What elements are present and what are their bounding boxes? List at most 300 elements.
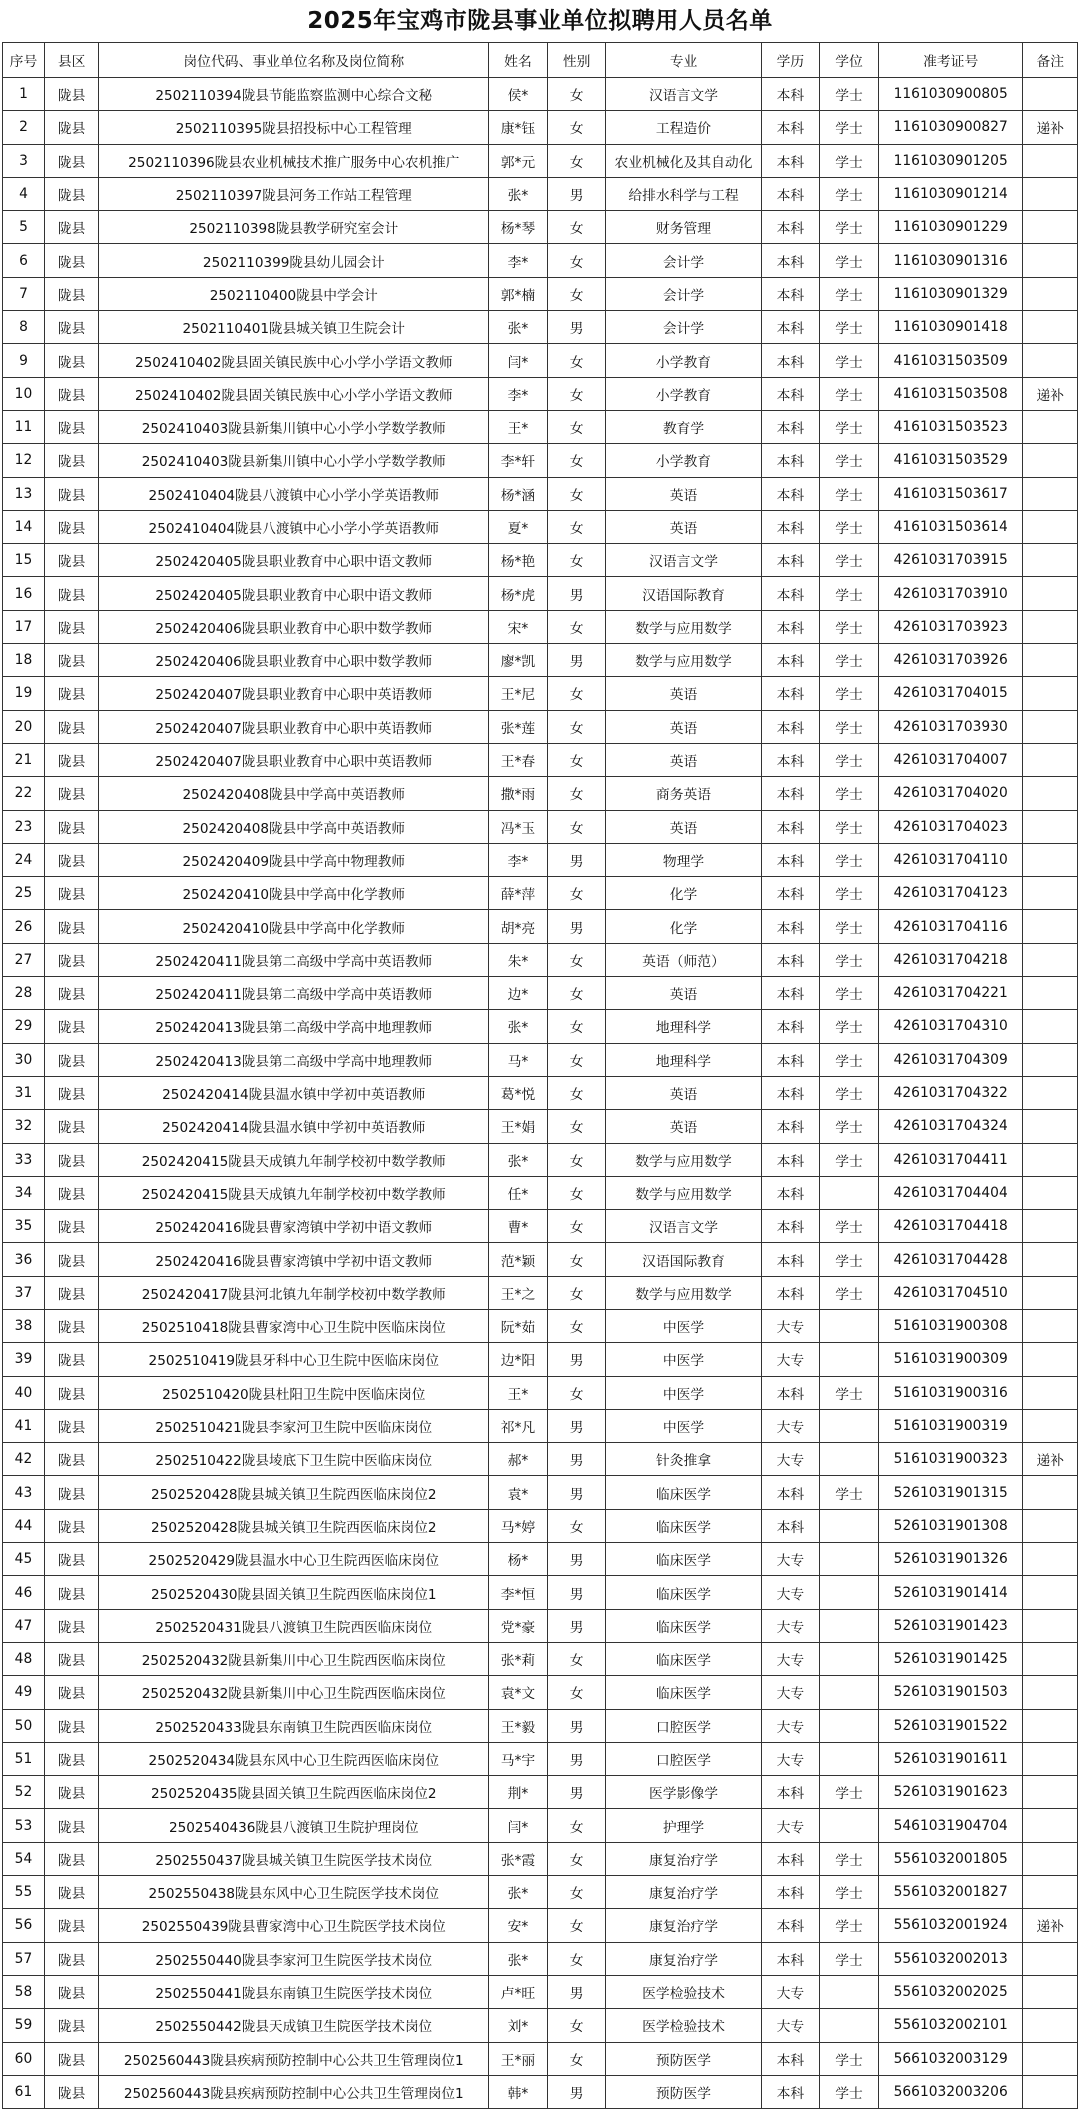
cell-degree: 学士 — [820, 1376, 879, 1409]
cell-county: 陇县 — [44, 1210, 98, 1243]
cell-index: 49 — [3, 1676, 45, 1709]
cell-major: 汉语言文学 — [606, 78, 761, 111]
table-row — [3, 477, 1078, 510]
cell-name: 王*尼 — [489, 677, 548, 710]
cell-education: 大专 — [761, 1975, 820, 2008]
cell-index: 44 — [3, 1509, 45, 1542]
cell-county: 陇县 — [44, 1343, 98, 1376]
cell-index: 48 — [3, 1642, 45, 1675]
table-row — [3, 510, 1078, 543]
cell-position: 2502520432陇县新集川中心卫生院西医临床岗位 — [99, 1642, 489, 1675]
cell-exam-id: 1161030901205 — [878, 144, 1023, 177]
table-row — [3, 677, 1078, 710]
cell-name: 袁* — [489, 1476, 548, 1509]
cell-index: 53 — [3, 1809, 45, 1842]
cell-name: 杨*琴 — [489, 211, 548, 244]
cell-degree: 学士 — [820, 244, 879, 277]
cell-degree — [820, 1409, 879, 1442]
cell-exam-id: 1161030900827 — [878, 111, 1023, 144]
cell-education: 本科 — [761, 211, 820, 244]
cell-position: 2502550439陇县曹家湾中心卫生院医学技术岗位 — [99, 1909, 489, 1942]
cell-remark — [1023, 1776, 1078, 1809]
cell-exam-id: 5261031901611 — [878, 1742, 1023, 1775]
header-name: 姓名 — [489, 43, 548, 78]
cell-education: 本科 — [761, 510, 820, 543]
cell-degree: 学士 — [820, 644, 879, 677]
cell-degree: 学士 — [820, 111, 879, 144]
cell-name: 王* — [489, 1376, 548, 1409]
cell-degree: 学士 — [820, 1076, 879, 1109]
cell-position: 2502410404陇县八渡镇中心小学小学英语教师 — [99, 477, 489, 510]
cell-index: 6 — [3, 244, 45, 277]
cell-major: 临床医学 — [606, 1509, 761, 1542]
cell-position: 2502420414陇县温水镇中学初中英语教师 — [99, 1076, 489, 1109]
cell-county: 陇县 — [44, 1909, 98, 1942]
cell-major: 英语 — [606, 710, 761, 743]
cell-index: 5 — [3, 211, 45, 244]
cell-remark — [1023, 1842, 1078, 1875]
cell-education: 本科 — [761, 1010, 820, 1043]
cell-name: 王*毅 — [489, 1709, 548, 1742]
cell-name: 王*春 — [489, 743, 548, 776]
cell-name: 范*颖 — [489, 1243, 548, 1276]
cell-degree: 学士 — [820, 2075, 879, 2108]
cell-county: 陇县 — [44, 743, 98, 776]
cell-position: 2502510421陇县李家河卫生院中医临床岗位 — [99, 1409, 489, 1442]
cell-index: 23 — [3, 810, 45, 843]
cell-county: 陇县 — [44, 244, 98, 277]
cell-major: 英语 — [606, 1076, 761, 1109]
cell-position: 2502510419陇县牙科中心卫生院中医临床岗位 — [99, 1343, 489, 1376]
cell-gender: 女 — [547, 1509, 606, 1542]
cell-name: 韩* — [489, 2075, 548, 2108]
cell-exam-id: 1161030901229 — [878, 211, 1023, 244]
cell-county: 陇县 — [44, 1143, 98, 1176]
cell-degree — [820, 1309, 879, 1342]
cell-degree: 学士 — [820, 877, 879, 910]
cell-gender: 女 — [547, 244, 606, 277]
cell-exam-id: 4261031704404 — [878, 1176, 1023, 1209]
cell-name: 杨*虎 — [489, 577, 548, 610]
cell-county: 陇县 — [44, 644, 98, 677]
cell-exam-id: 5561032001805 — [878, 1842, 1023, 1875]
cell-position: 2502510420陇县杜阳卫生院中医临床岗位 — [99, 1376, 489, 1409]
cell-degree — [820, 1609, 879, 1642]
cell-gender: 女 — [547, 977, 606, 1010]
cell-remark — [1023, 610, 1078, 643]
cell-remark — [1023, 677, 1078, 710]
cell-major: 小学教育 — [606, 344, 761, 377]
cell-name: 李* — [489, 843, 548, 876]
cell-county: 陇县 — [44, 610, 98, 643]
cell-education: 大专 — [761, 1609, 820, 1642]
cell-index: 26 — [3, 910, 45, 943]
cell-county: 陇县 — [44, 1076, 98, 1109]
cell-major: 化学 — [606, 910, 761, 943]
cell-major: 中医学 — [606, 1309, 761, 1342]
table-row — [3, 277, 1078, 310]
cell-remark — [1023, 177, 1078, 210]
cell-gender: 女 — [547, 877, 606, 910]
cell-major: 化学 — [606, 877, 761, 910]
cell-remark — [1023, 1010, 1078, 1043]
cell-degree: 学士 — [820, 843, 879, 876]
cell-remark — [1023, 910, 1078, 943]
cell-major: 临床医学 — [606, 1476, 761, 1509]
cell-education: 本科 — [761, 544, 820, 577]
cell-county: 陇县 — [44, 1110, 98, 1143]
cell-remark — [1023, 1509, 1078, 1542]
cell-degree: 学士 — [820, 410, 879, 443]
cell-remark — [1023, 244, 1078, 277]
cell-remark — [1023, 1176, 1078, 1209]
cell-position: 2502110394陇县节能监察监测中心综合文秘 — [99, 78, 489, 111]
cell-exam-id: 5661032003129 — [878, 2042, 1023, 2075]
cell-county: 陇县 — [44, 510, 98, 543]
cell-gender: 女 — [547, 1210, 606, 1243]
cell-degree: 学士 — [820, 211, 879, 244]
cell-major: 预防医学 — [606, 2075, 761, 2108]
cell-index: 45 — [3, 1543, 45, 1576]
cell-index: 18 — [3, 644, 45, 677]
table-row — [3, 1243, 1078, 1276]
cell-exam-id: 1161030901329 — [878, 277, 1023, 310]
cell-degree — [820, 1742, 879, 1775]
cell-degree: 学士 — [820, 311, 879, 344]
cell-gender: 女 — [547, 943, 606, 976]
table-row — [3, 1975, 1078, 2008]
table-row — [3, 610, 1078, 643]
cell-major: 汉语言文学 — [606, 544, 761, 577]
cell-gender: 女 — [547, 1243, 606, 1276]
table-row — [3, 1043, 1078, 1076]
cell-degree: 学士 — [820, 510, 879, 543]
cell-position: 2502420407陇县职业教育中心职中英语教师 — [99, 743, 489, 776]
cell-exam-id: 5561032002101 — [878, 2009, 1023, 2042]
cell-county: 陇县 — [44, 1642, 98, 1675]
cell-position: 2502550440陇县李家河卫生院医学技术岗位 — [99, 1942, 489, 1975]
cell-name: 张* — [489, 177, 548, 210]
cell-exam-id: 5261031901326 — [878, 1543, 1023, 1576]
cell-position: 2502510422陇县堎底下卫生院中医临床岗位 — [99, 1443, 489, 1476]
cell-gender: 男 — [547, 1443, 606, 1476]
cell-remark: 递补 — [1023, 1443, 1078, 1476]
cell-index: 14 — [3, 510, 45, 543]
cell-index: 36 — [3, 1243, 45, 1276]
cell-remark — [1023, 1309, 1078, 1342]
cell-position: 2502110400陇县中学会计 — [99, 277, 489, 310]
cell-position: 2502410403陇县新集川镇中心小学小学数学教师 — [99, 444, 489, 477]
cell-degree — [820, 1176, 879, 1209]
cell-name: 曹* — [489, 1210, 548, 1243]
table-row — [3, 2009, 1078, 2042]
cell-degree — [820, 1443, 879, 1476]
cell-county: 陇县 — [44, 1742, 98, 1775]
cell-education: 本科 — [761, 144, 820, 177]
cell-remark — [1023, 277, 1078, 310]
cell-education: 本科 — [761, 1909, 820, 1942]
table-row — [3, 644, 1078, 677]
cell-degree: 学士 — [820, 710, 879, 743]
cell-gender: 女 — [547, 510, 606, 543]
table-row — [3, 910, 1078, 943]
cell-degree: 学士 — [820, 1110, 879, 1143]
cell-index: 11 — [3, 410, 45, 443]
cell-remark — [1023, 644, 1078, 677]
cell-exam-id: 5561032001924 — [878, 1909, 1023, 1942]
cell-major: 临床医学 — [606, 1576, 761, 1609]
table-row — [3, 943, 1078, 976]
cell-remark — [1023, 1210, 1078, 1243]
cell-education: 本科 — [761, 810, 820, 843]
cell-name: 安* — [489, 1909, 548, 1942]
cell-education: 本科 — [761, 1176, 820, 1209]
cell-county: 陇县 — [44, 1309, 98, 1342]
cell-education: 大专 — [761, 2009, 820, 2042]
cell-exam-id: 5561032001827 — [878, 1876, 1023, 1909]
cell-major: 地理科学 — [606, 1010, 761, 1043]
cell-index: 56 — [3, 1909, 45, 1942]
cell-remark — [1023, 2042, 1078, 2075]
cell-education: 本科 — [761, 2075, 820, 2108]
cell-position: 2502420411陇县第二高级中学高中英语教师 — [99, 977, 489, 1010]
cell-gender: 女 — [547, 2042, 606, 2075]
cell-position: 2502520430陇县固关镇卫生院西医临床岗位1 — [99, 1576, 489, 1609]
cell-position: 2502540436陇县八渡镇卫生院护理岗位 — [99, 1809, 489, 1842]
table-row — [3, 211, 1078, 244]
cell-county: 陇县 — [44, 1975, 98, 2008]
cell-exam-id: 5261031901623 — [878, 1776, 1023, 1809]
cell-position: 2502420409陇县中学高中物理教师 — [99, 843, 489, 876]
cell-gender: 男 — [547, 1742, 606, 1775]
cell-degree: 学士 — [820, 1842, 879, 1875]
table-row — [3, 244, 1078, 277]
cell-index: 1 — [3, 78, 45, 111]
cell-name: 边* — [489, 977, 548, 1010]
cell-major: 英语 — [606, 1110, 761, 1143]
table-row — [3, 1443, 1078, 1476]
cell-index: 38 — [3, 1309, 45, 1342]
cell-position: 2502520428陇县城关镇卫生院西医临床岗位2 — [99, 1476, 489, 1509]
cell-index: 25 — [3, 877, 45, 910]
cell-remark — [1023, 311, 1078, 344]
header-remark: 备注 — [1023, 43, 1078, 78]
cell-index: 32 — [3, 1110, 45, 1143]
cell-education: 大专 — [761, 1409, 820, 1442]
cell-education: 本科 — [761, 1476, 820, 1509]
cell-position: 2502520433陇县东南镇卫生院西医临床岗位 — [99, 1709, 489, 1742]
cell-name: 王*之 — [489, 1276, 548, 1309]
cell-remark — [1023, 544, 1078, 577]
cell-education: 本科 — [761, 177, 820, 210]
cell-county: 陇县 — [44, 544, 98, 577]
cell-remark — [1023, 1076, 1078, 1109]
cell-gender: 女 — [547, 1143, 606, 1176]
cell-degree: 学士 — [820, 1476, 879, 1509]
cell-index: 39 — [3, 1343, 45, 1376]
cell-position: 2502520432陇县新集川中心卫生院西医临床岗位 — [99, 1676, 489, 1709]
header-major: 专业 — [606, 43, 761, 78]
cell-degree: 学士 — [820, 144, 879, 177]
cell-degree: 学士 — [820, 78, 879, 111]
cell-remark — [1023, 1609, 1078, 1642]
cell-name: 杨*艳 — [489, 544, 548, 577]
cell-name: 郭*元 — [489, 144, 548, 177]
cell-position: 2502420413陇县第二高级中学高中地理教师 — [99, 1010, 489, 1043]
cell-major: 商务英语 — [606, 777, 761, 810]
cell-remark — [1023, 1576, 1078, 1609]
table-row — [3, 977, 1078, 1010]
cell-major: 汉语国际教育 — [606, 1243, 761, 1276]
cell-position: 2502520435陇县固关镇卫生院西医临床岗位2 — [99, 1776, 489, 1809]
cell-index: 52 — [3, 1776, 45, 1809]
cell-index: 31 — [3, 1076, 45, 1109]
cell-major: 中医学 — [606, 1343, 761, 1376]
cell-name: 李*恒 — [489, 1576, 548, 1609]
table-row — [3, 1010, 1078, 1043]
cell-gender: 女 — [547, 810, 606, 843]
cell-education: 本科 — [761, 477, 820, 510]
table-row — [3, 1509, 1078, 1542]
cell-position: 2502420416陇县曹家湾镇中学初中语文教师 — [99, 1210, 489, 1243]
cell-county: 陇县 — [44, 1576, 98, 1609]
cell-exam-id: 4261031704221 — [878, 977, 1023, 1010]
cell-remark — [1023, 977, 1078, 1010]
cell-major: 会计学 — [606, 244, 761, 277]
cell-degree: 学士 — [820, 544, 879, 577]
cell-name: 李*轩 — [489, 444, 548, 477]
cell-county: 陇县 — [44, 1776, 98, 1809]
cell-education: 大专 — [761, 1742, 820, 1775]
table-row — [3, 1876, 1078, 1909]
cell-exam-id: 5161031900319 — [878, 1409, 1023, 1442]
cell-position: 2502420415陇县天成镇九年制学校初中数学教师 — [99, 1176, 489, 1209]
cell-remark — [1023, 1709, 1078, 1742]
cell-index: 17 — [3, 610, 45, 643]
cell-degree — [820, 1676, 879, 1709]
cell-major: 英语 — [606, 743, 761, 776]
cell-index: 54 — [3, 1842, 45, 1875]
table-row — [3, 444, 1078, 477]
cell-name: 郝* — [489, 1443, 548, 1476]
cell-index: 40 — [3, 1376, 45, 1409]
cell-index: 19 — [3, 677, 45, 710]
cell-degree: 学士 — [820, 677, 879, 710]
cell-major: 中医学 — [606, 1409, 761, 1442]
cell-gender: 女 — [547, 1010, 606, 1043]
cell-county: 陇县 — [44, 1842, 98, 1875]
cell-index: 15 — [3, 544, 45, 577]
cell-index: 12 — [3, 444, 45, 477]
cell-exam-id: 5261031901503 — [878, 1676, 1023, 1709]
cell-degree: 学士 — [820, 1143, 879, 1176]
cell-position: 2502410403陇县新集川镇中心小学小学数学教师 — [99, 410, 489, 443]
cell-education: 大专 — [761, 1443, 820, 1476]
cell-exam-id: 4261031704123 — [878, 877, 1023, 910]
cell-index: 20 — [3, 710, 45, 743]
cell-exam-id: 4161031503523 — [878, 410, 1023, 443]
cell-remark — [1023, 943, 1078, 976]
cell-position: 2502110398陇县教学研究室会计 — [99, 211, 489, 244]
cell-degree — [820, 1709, 879, 1742]
cell-gender: 女 — [547, 211, 606, 244]
cell-education: 本科 — [761, 111, 820, 144]
cell-degree: 学士 — [820, 377, 879, 410]
table-row — [3, 577, 1078, 610]
cell-remark — [1023, 1876, 1078, 1909]
cell-county: 陇县 — [44, 1609, 98, 1642]
table-row — [3, 1742, 1078, 1775]
cell-index: 35 — [3, 1210, 45, 1243]
table-row — [3, 410, 1078, 443]
cell-degree — [820, 1975, 879, 2008]
cell-degree — [820, 1543, 879, 1576]
cell-education: 本科 — [761, 244, 820, 277]
cell-remark: 递补 — [1023, 1909, 1078, 1942]
cell-education: 本科 — [761, 1043, 820, 1076]
cell-gender: 女 — [547, 1309, 606, 1342]
cell-exam-id: 5661032003206 — [878, 2075, 1023, 2108]
cell-position: 2502110399陇县幼儿园会计 — [99, 244, 489, 277]
header-education: 学历 — [761, 43, 820, 78]
cell-gender: 男 — [547, 177, 606, 210]
cell-gender: 男 — [547, 1576, 606, 1609]
cell-gender: 男 — [547, 843, 606, 876]
cell-index: 9 — [3, 344, 45, 377]
cell-remark — [1023, 2075, 1078, 2108]
cell-gender: 男 — [547, 2075, 606, 2108]
table-row — [3, 1143, 1078, 1176]
table-row — [3, 2075, 1078, 2108]
table-row — [3, 1942, 1078, 1975]
cell-degree — [820, 1509, 879, 1542]
cell-gender: 女 — [547, 277, 606, 310]
cell-remark — [1023, 1243, 1078, 1276]
cell-exam-id: 4161031503508 — [878, 377, 1023, 410]
cell-exam-id: 4261031704309 — [878, 1043, 1023, 1076]
cell-gender: 男 — [547, 644, 606, 677]
cell-remark: 递补 — [1023, 111, 1078, 144]
cell-name: 杨*涵 — [489, 477, 548, 510]
table-row — [3, 1076, 1078, 1109]
cell-degree: 学士 — [820, 1210, 879, 1243]
cell-major: 英语 — [606, 677, 761, 710]
cell-gender: 女 — [547, 410, 606, 443]
cell-degree: 学士 — [820, 610, 879, 643]
cell-name: 祁*凡 — [489, 1409, 548, 1442]
cell-major: 康复治疗学 — [606, 1942, 761, 1975]
cell-degree: 学士 — [820, 1876, 879, 1909]
cell-county: 陇县 — [44, 1809, 98, 1842]
cell-county: 陇县 — [44, 877, 98, 910]
cell-education: 本科 — [761, 1842, 820, 1875]
table-header-row — [3, 43, 1078, 78]
cell-index: 51 — [3, 1742, 45, 1775]
cell-index: 29 — [3, 1010, 45, 1043]
cell-position: 2502420408陇县中学高中英语教师 — [99, 777, 489, 810]
table-row — [3, 777, 1078, 810]
cell-county: 陇县 — [44, 2042, 98, 2075]
cell-degree: 学士 — [820, 977, 879, 1010]
cell-major: 临床医学 — [606, 1642, 761, 1675]
cell-major: 工程造价 — [606, 111, 761, 144]
cell-major: 财务管理 — [606, 211, 761, 244]
table-row — [3, 1343, 1078, 1376]
cell-index: 30 — [3, 1043, 45, 1076]
cell-major: 数学与应用数学 — [606, 1276, 761, 1309]
cell-exam-id: 1161030901214 — [878, 177, 1023, 210]
cell-major: 护理学 — [606, 1809, 761, 1842]
